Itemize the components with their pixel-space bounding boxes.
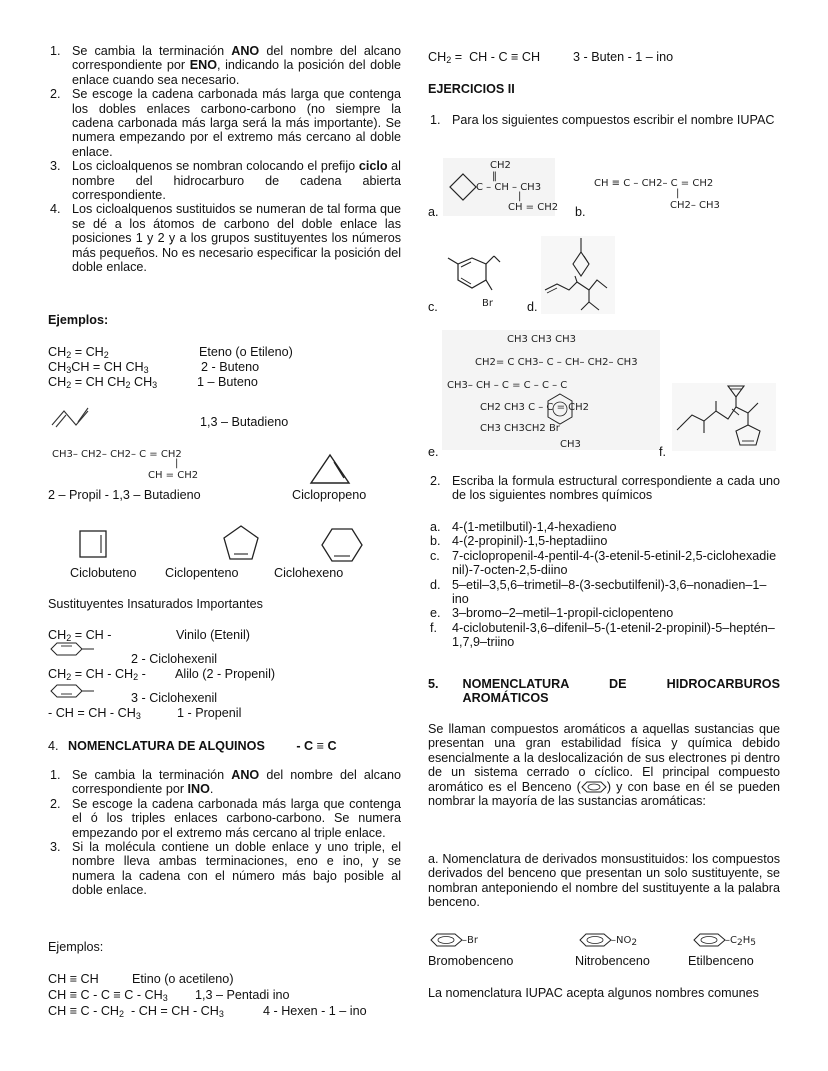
structure-b-branch: CH2– CH3	[670, 200, 720, 211]
list-item	[48, 202, 401, 274]
label-a: a.	[428, 205, 439, 219]
alkynes-heading	[48, 739, 337, 753]
exercises-title: EJERCICIOS II	[428, 82, 515, 96]
structure-d-skeletal	[541, 236, 615, 314]
rule-text: Los cicloalquenos sustituidos se numeran de tal forma que se dé a los átomos de carbono del doble enlace las posiciones 1 y 2 y a los grupos sustituyentes los números más pequeños. No es necesario especificar la posición del doble enlace.	[72, 202, 401, 275]
substituent-label: Br	[467, 935, 478, 946]
rule-text: al nombre del hidrocarburo de cadena abierta correspondiente.	[72, 159, 401, 203]
bold-term: ANO	[231, 44, 260, 58]
aromatics-paragraph-2	[428, 852, 780, 910]
list-item	[48, 768, 401, 797]
structure-e-ch3-bottom: CH3	[560, 439, 581, 450]
list-item	[428, 113, 780, 127]
compound-name: 4-ciclobutenil-3,6–difenil–5-(1-etenil-2-propinil)-5–heptén–1,7,9–triino	[452, 620, 775, 650]
list-letter: e.	[430, 606, 441, 621]
formula-alilo: $CH_2$ = CH - $CH_2$ -	[48, 667, 146, 682]
name-ciclohexeno: Ciclohexeno	[274, 566, 344, 580]
ethylbenzene-substituent: $-C_2H_5$	[725, 935, 756, 948]
ciclohexenil-3-structure	[50, 684, 96, 698]
name-butadieno: 1,3 – Butadieno	[200, 415, 289, 429]
name-2-buteno: 2 - Buteno	[201, 360, 260, 374]
structure-e-row3: CH3– CH – C = C – C – C	[447, 380, 568, 391]
rule-text: Se cambia la terminación	[72, 768, 232, 782]
substituents-heading: Sustituyentes Insaturados Importantes	[48, 597, 263, 611]
section-formula: - C ≡ C	[296, 739, 337, 753]
label-e: e.	[428, 445, 439, 459]
examples-heading: Ejemplos:	[48, 313, 109, 327]
aromatics-paragraph-3	[428, 986, 780, 1000]
list-number: 3.	[50, 159, 61, 174]
list-item	[48, 159, 401, 202]
name-etino: Etino (o acetileno)	[132, 972, 234, 986]
list-letter: d.	[430, 577, 441, 592]
list-letter: a.	[430, 520, 441, 534]
nitrobenzene-substituent: $-NO_2$	[611, 935, 638, 948]
propylbutadiene-branch: CH = CH2	[148, 470, 199, 481]
name-2-ciclohexenil: 2 - Ciclohexenil	[131, 652, 218, 666]
cyclohexene-structure	[320, 527, 364, 563]
question-text: Para los siguientes compuestos escribir el nombre IUPAC	[452, 113, 775, 127]
name-ciclopenteno: Ciclopenteno	[165, 566, 239, 580]
list-item	[428, 474, 780, 503]
name-1-buteno: 1 – Buteno	[197, 375, 258, 389]
aromatics-heading	[428, 677, 780, 706]
rule-text: Se escoge la cadena carbonada más larga que contenga los dobles enlaces carbono-carbono (no siempre la cadena carbonada más larga será la más importante). Se numera empezando por el extremo más cercano al doble enlace.	[72, 87, 401, 159]
paragraph-text: La nomenclatura IUPAC acepta algunos nombres comunes	[428, 986, 759, 1000]
rule-text: del nombre del alcano correspondiente por	[72, 44, 401, 73]
formula-2-buteno: $CH_3CH$ = CH $CH_3$	[48, 360, 149, 375]
ciclohexenil-2-structure	[50, 642, 96, 656]
compound-name: 4-(2-propinil)-1,5-heptadiino	[452, 534, 608, 549]
formula-hexenino: CH ≡ C - $CH_2$ - CH = CH - $CH_3$	[48, 1004, 224, 1019]
structure-e-row1: CH3 CH3 CH3	[507, 334, 576, 345]
formula-butenino: $CH_2$ = CH - C ≡ CH	[428, 50, 541, 65]
list-letter: c.	[430, 548, 440, 563]
list-item	[428, 534, 780, 548]
list-letter: f.	[430, 620, 437, 635]
list-item	[48, 87, 401, 159]
formula-propenil: - CH = CH - $CH_3$	[48, 706, 141, 721]
compound-name: 3–bromo–2–metil–1-propil-ciclopenteno	[452, 606, 674, 621]
bond-line: ‖	[492, 171, 497, 182]
bond-line: |	[518, 191, 522, 202]
rule-text: Se escoge la cadena carbonada más larga que contenga el ó los triples enlaces carbono-carbono. Se numera empezando por el extremo más cercano al triple enlace.	[72, 796, 401, 840]
structure-e-benzene	[546, 392, 574, 430]
name-ciclopropeno: Ciclopropeno	[292, 488, 367, 502]
nitrobenzene-ring	[579, 933, 613, 947]
propylbutadiene-main-chain: CH3– CH2– CH2– C = CH2	[52, 449, 182, 460]
label-f: f.	[659, 445, 666, 459]
section-number: 4.	[48, 739, 59, 753]
name-vinilo: Vinilo (Etenil)	[176, 628, 250, 642]
alkyne-rules	[48, 768, 401, 898]
list-number: 1.	[50, 768, 61, 782]
question-text: Escriba la formula estructural correspondiente a cada uno de los siguientes nombres químicos	[452, 474, 780, 503]
rule-text: .	[209, 782, 214, 797]
compound-name: 4-(1-metilbutil)-1,4-hexadieno	[452, 520, 617, 534]
list-item	[428, 621, 780, 650]
name-nitrobenceno: Nitrobenceno	[575, 954, 650, 968]
cyclobutene-structure	[78, 529, 108, 559]
ethylbenzene-ring	[693, 933, 727, 947]
list-item	[48, 840, 401, 898]
structure-a-top: CH2	[490, 160, 511, 171]
structure-a-middle: C – CH – CH3	[476, 182, 542, 193]
list-number: 4.	[50, 202, 61, 217]
butadiene-skeletal-structure	[50, 405, 96, 429]
name-3-ciclohexenil: 3 - Ciclohexenil	[131, 691, 218, 705]
rule-text: del nombre del alcano correspondiente por	[72, 768, 401, 797]
paragraph-text: ) y con base en él se pueden nombrar la mayoría de las sustancias aromáticas:	[428, 779, 781, 809]
name-etilbenceno: Etilbenceno	[688, 954, 754, 968]
question-2	[428, 474, 780, 503]
aromatics-paragraph-1	[428, 722, 780, 808]
alkyne-rules-list	[48, 768, 401, 898]
bromobenzene-substituent: –Br	[462, 935, 478, 946]
name-pentadiino: 1,3 – Pentadi ino	[195, 988, 290, 1002]
bold-term: ANO	[231, 768, 260, 782]
alkene-rules-list	[48, 44, 401, 275]
paragraph-text: a. Nomenclatura de derivados monsustituidos: los compuestos derivados del benceno que presentan un solo sustituyente, se nombran anteponiendo el nombre del sustituyente a la palabra benceno.	[428, 852, 780, 910]
name-eteno: Eteno (o Etileno)	[199, 345, 293, 359]
bond-line: |	[676, 188, 680, 199]
list-number: 3.	[50, 840, 61, 855]
bromobenzene-ring	[430, 933, 464, 947]
list-item	[428, 520, 780, 534]
structure-e-row5: CH3 CH3CH2 Br	[480, 423, 560, 434]
cyclopentene-structure	[221, 524, 261, 562]
label-d: d.	[527, 300, 538, 314]
rule-text: Los cicloalquenos se nombran colocando el prefijo	[72, 159, 359, 174]
bromine-label: Br	[482, 298, 493, 309]
list-item	[48, 797, 401, 840]
rule-text: Si la molécula contiene un doble enlace y uno triple, el nombre lleva ambas terminaciones, eno e ino, y se numera la cadena con el número más bajo posible al doble enlace.	[72, 840, 401, 898]
section-title: NOMENCLATURA DE HIDROCARBUROS AROMÁTICOS	[462, 677, 780, 706]
list-number: 1.	[430, 113, 441, 127]
list-number: 2.	[50, 87, 61, 102]
label-c: c.	[428, 300, 438, 314]
list-item	[428, 578, 780, 607]
bold-term: ENO	[189, 58, 217, 73]
list-number: 1.	[50, 44, 61, 58]
label-b: b.	[575, 205, 586, 219]
structure-e-row2: CH2= C CH3– C – CH– CH2– CH3	[475, 357, 638, 368]
list-number: 2.	[430, 474, 441, 488]
formula-eteno: $CH_2 = CH_2$	[48, 345, 109, 360]
name-ciclobuteno: Ciclobuteno	[70, 566, 137, 580]
structure-a-cyclobutane	[448, 172, 478, 202]
name-alilo: Alilo (2 - Propenil)	[175, 667, 276, 681]
name-propenil: 1 - Propenil	[177, 706, 242, 720]
question-1	[428, 113, 780, 127]
formula-etino: CH ≡ CH	[48, 972, 99, 986]
bold-term: ciclo	[358, 159, 388, 174]
name-hexenino: 4 - Hexen - 1 – ino	[263, 1004, 367, 1018]
list-letter: b.	[430, 534, 441, 549]
list-item	[428, 549, 780, 578]
bond-line: |	[175, 458, 179, 469]
alkyne-examples-heading: Ejemplos:	[48, 940, 104, 954]
structure-c-skeletal	[442, 250, 502, 310]
name-bromobenceno: Bromobenceno	[428, 954, 514, 968]
formula-1-buteno: $CH_2$ = CH $CH_2$ $CH_3$	[48, 375, 158, 390]
bold-term: INO	[187, 782, 210, 797]
names-list	[428, 520, 780, 650]
section-number: 5.	[428, 677, 439, 691]
rule-text: , indicando la posición del doble enlace cuando sea necesario.	[72, 58, 401, 87]
name-propil-butadieno: 2 – Propil - 1,3 – Butadieno	[48, 488, 201, 502]
formula-vinilo: $CH_2$ = CH -	[48, 628, 112, 643]
left-column	[48, 44, 401, 275]
cyclopropene-structure	[308, 452, 352, 486]
structure-a-bottom: CH = CH2	[508, 202, 559, 213]
section-title: NOMENCLATURA DE ALQUINOS	[68, 739, 265, 753]
structure-e-row4: CH2 CH3 C – C = CH2	[480, 402, 590, 413]
structure-b-main: CH ≡ C – CH2– C = CH2	[594, 178, 714, 189]
list-number: 2.	[50, 796, 61, 811]
list-item	[48, 44, 401, 87]
structure-f-skeletal	[672, 383, 776, 451]
formula-pentadiino: CH ≡ $C - C \equiv C - CH_3$	[48, 988, 168, 1003]
rule-text: Se cambia la terminación	[72, 44, 232, 58]
compound-name: 5–etil–3,5,6–trimetil–8-(3-secbutilfenil)-3,6–nonadien–1–ino	[452, 577, 767, 607]
paragraph-text: Se llaman compuestos aromáticos a aquellas sustancias que presentan una gran estabilidad física y química debido esencialmente a la deslocalización de sus electrones pi dentro de un sistema cerrado o cíclico. El principal compuesto aromático es el Benceno (	[428, 722, 780, 794]
benzene-icon	[581, 781, 607, 793]
compound-name: 7-ciclopropenil-4-pentil-4-(3-etenil-5-etinil-2,5-ciclohexadienil)-7-octen-2,5-diino	[452, 548, 777, 578]
name-butenino: 3 - Buten - 1 – ino	[573, 50, 674, 64]
list-item	[428, 606, 780, 620]
